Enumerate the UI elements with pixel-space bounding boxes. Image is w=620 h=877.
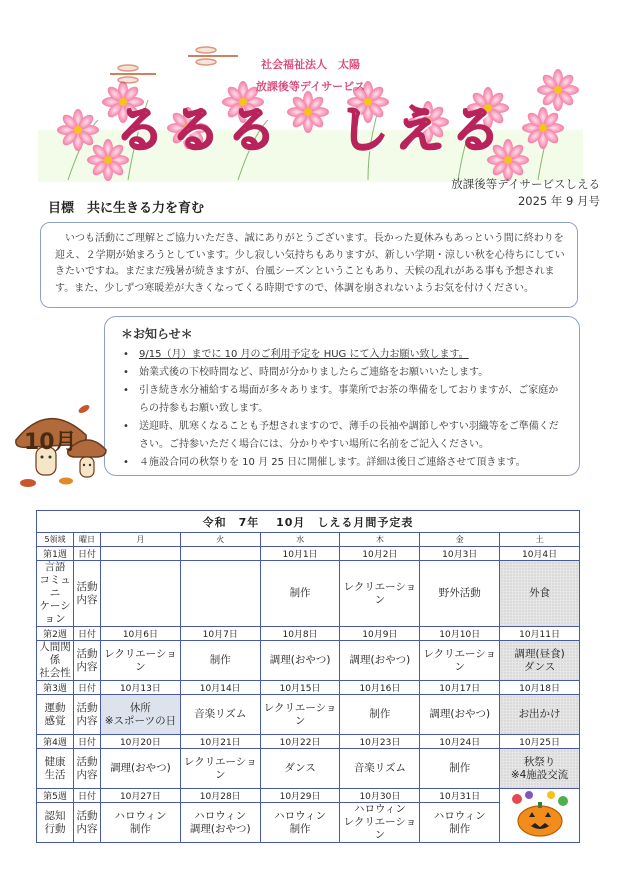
activity-cell: 制作 — [180, 641, 260, 681]
activity-cell: 制作 — [340, 695, 420, 735]
activity-cell: 野外活動 — [420, 561, 500, 627]
notice-box — [104, 316, 580, 476]
activity-cell: レクリエーション — [420, 641, 500, 681]
notice-list — [121, 346, 567, 472]
activity-label: 活動 内容 — [74, 695, 101, 735]
date-cell: 10月3日 — [420, 547, 500, 561]
week-activity-row — [37, 749, 580, 789]
week-label: 第5週 — [37, 789, 74, 803]
activity-cell: ハロウィン 制作 — [101, 803, 181, 843]
weekday-column-header: 曜日 — [74, 533, 101, 547]
notice-item: • 9/15（月）までに 10 月のご利用予定を HUG にて入力お願い致します。 — [121, 346, 567, 364]
date-label: 日付 — [74, 627, 101, 641]
activity-cell: 調理(昼食) ダンス — [500, 641, 580, 681]
october-label: 10月 — [24, 430, 77, 455]
date-cell: 10月22日 — [260, 735, 340, 749]
week-label: 第2週 — [37, 627, 74, 641]
date-cell: 10月10日 — [420, 627, 500, 641]
date-cell: 10月31日 — [420, 789, 500, 803]
service-name: 放課後等デイサービス — [255, 80, 366, 93]
notice-item: • ４施設合同の秋祭りを 10 月 25 日に開催します。詳細は後日ご連絡させて頂きます。 — [121, 454, 567, 472]
domain-label: 言語 コミュニ ケーション — [37, 561, 74, 627]
activity-cell: 秋祭り ※4施設交流 — [500, 749, 580, 789]
activity-cell — [180, 561, 260, 627]
date-cell: 10月24日 — [420, 735, 500, 749]
header-banner — [38, 30, 583, 182]
activity-cell: レクリエーション — [340, 561, 420, 627]
activity-cell: 調理(おやつ) — [260, 641, 340, 681]
date-cell: 10月17日 — [420, 681, 500, 695]
date-label: 日付 — [74, 789, 101, 803]
date-cell: 10月30日 — [340, 789, 420, 803]
day-header: 月 — [101, 533, 181, 547]
notice-item: • 始業式後の下校時間など、時間が分かりましたらご連絡をお願いいたします。 — [121, 364, 567, 382]
week-label: 第4週 — [37, 735, 74, 749]
week-activity-row — [37, 803, 580, 843]
activity-cell: ハロウィン レクリエーション — [340, 803, 420, 843]
newsletter-name: 放課後等デイサービスしえる — [451, 177, 600, 191]
activity-label: 活動 内容 — [74, 749, 101, 789]
domain-label: 健康 生活 — [37, 749, 74, 789]
activity-cell: レクリエーション — [260, 695, 340, 735]
activity-label: 活動 内容 — [74, 803, 101, 843]
week-activity-row — [37, 561, 580, 627]
greeting-text: いつも活動にご理解とご協力いただき、誠にありがとうございます。長かった夏休みもあっという間に終わりを迎え、２学期が始まろうとしています。少し寂しい気持ちもありますが、新しい学期・涼しい秋を心待ちにしていきたいですね。まだまだ残暑が続きますが、台風シーズンということもあり、天候の乱れがある事も予想されます。また、少しずつ寒暖差が大きくなってくる時期ですので、体調を崩されないようお気を付けください。 — [55, 233, 565, 294]
date-cell: 10月1日 — [260, 547, 340, 561]
date-cell: 10月21日 — [180, 735, 260, 749]
activity-cell: レクリエーション — [101, 641, 181, 681]
date-cell: 10月4日 — [500, 547, 580, 561]
organization-name: 社会福祉法人 太陽 — [261, 58, 360, 71]
date-cell: 10月16日 — [340, 681, 420, 695]
activity-cell: 音楽リズム — [180, 695, 260, 735]
issue-date: 2025 年 9 月号 — [517, 194, 600, 208]
domain-label: 人間関係 社会性 — [37, 641, 74, 681]
domain-column-header: 5領域 — [37, 533, 74, 547]
weekday-header-row — [37, 533, 580, 547]
date-cell: 10月20日 — [101, 735, 181, 749]
goal-heading: 目標 共に生きる力を育む — [48, 201, 205, 216]
activity-label: 活動 内容 — [74, 561, 101, 627]
date-label: 日付 — [74, 547, 101, 561]
date-cell: 10月25日 — [500, 735, 580, 749]
date-cell: 10月27日 — [101, 789, 181, 803]
october-illustration — [8, 395, 108, 490]
date-cell: 10月28日 — [180, 789, 260, 803]
activity-label: 活動 内容 — [74, 641, 101, 681]
monthly-schedule-table — [36, 510, 580, 843]
activity-cell: 制作 — [260, 561, 340, 627]
date-cell — [101, 547, 181, 561]
week-label: 第3週 — [37, 681, 74, 695]
date-cell: 10月7日 — [180, 627, 260, 641]
notice-item: • 引き続き水分補給する場面が多々あります。事業所でお茶の準備をしておりますが、ご家庭からの持参もお願い致します。 — [121, 382, 567, 418]
day-header: 金 — [420, 533, 500, 547]
date-cell — [180, 547, 260, 561]
notice-title: ＊お知らせ＊ — [121, 327, 193, 341]
activity-cell: 調理(おやつ) — [340, 641, 420, 681]
week-activity-row — [37, 641, 580, 681]
activity-cell: 制作 — [420, 749, 500, 789]
date-cell: 10月15日 — [260, 681, 340, 695]
week-date-row — [37, 789, 580, 803]
activity-cell: 外食 — [500, 561, 580, 627]
day-header: 木 — [340, 533, 420, 547]
newsletter-title: るるる しえる — [114, 101, 507, 159]
day-header: 水 — [260, 533, 340, 547]
greeting-box — [40, 222, 578, 308]
week-date-row — [37, 547, 580, 561]
activity-cell: お出かけ — [500, 695, 580, 735]
activity-cell: 休所 ※スポーツの日 — [101, 695, 181, 735]
date-label: 日付 — [74, 735, 101, 749]
week-label: 第1週 — [37, 547, 74, 561]
week-activity-row — [37, 695, 580, 735]
activity-cell: 調理(おやつ) — [420, 695, 500, 735]
domain-label: 認知 行動 — [37, 803, 74, 843]
schedule-title: 令和 7年 10月 しえる月間予定表 — [37, 511, 580, 533]
activity-cell — [101, 561, 181, 627]
date-cell: 10月6日 — [101, 627, 181, 641]
activity-cell: 音楽リズム — [340, 749, 420, 789]
date-cell: 10月2日 — [340, 547, 420, 561]
date-cell: 10月8日 — [260, 627, 340, 641]
halloween-pumpkin-cell — [500, 789, 580, 843]
activity-cell: ダンス — [260, 749, 340, 789]
date-cell: 10月29日 — [260, 789, 340, 803]
activity-cell: ハロウィン 制作 — [260, 803, 340, 843]
activity-cell: 調理(おやつ) — [101, 749, 181, 789]
date-cell: 10月18日 — [500, 681, 580, 695]
activity-cell: ハロウィン 制作 — [420, 803, 500, 843]
date-label: 日付 — [74, 681, 101, 695]
date-cell: 10月23日 — [340, 735, 420, 749]
date-cell: 10月14日 — [180, 681, 260, 695]
jack-o-lantern-icon — [505, 789, 575, 839]
activity-cell: ハロウィン 調理(おやつ) — [180, 803, 260, 843]
date-cell: 10月9日 — [340, 627, 420, 641]
date-cell: 10月11日 — [500, 627, 580, 641]
week-date-row — [37, 735, 580, 749]
domain-label: 運動 感覚 — [37, 695, 74, 735]
day-header: 火 — [180, 533, 260, 547]
week-date-row — [37, 681, 580, 695]
notice-item: • 送迎時、肌寒くなることも予想されますので、薄手の長袖や調節しやすい羽織等をご準備ください。ご持参いただく場合には、分かりやすい場所に名前をご記入ください。 — [121, 418, 567, 454]
day-header: 土 — [500, 533, 580, 547]
date-cell: 10月13日 — [101, 681, 181, 695]
activity-cell: レクリエーション — [180, 749, 260, 789]
week-date-row — [37, 627, 580, 641]
